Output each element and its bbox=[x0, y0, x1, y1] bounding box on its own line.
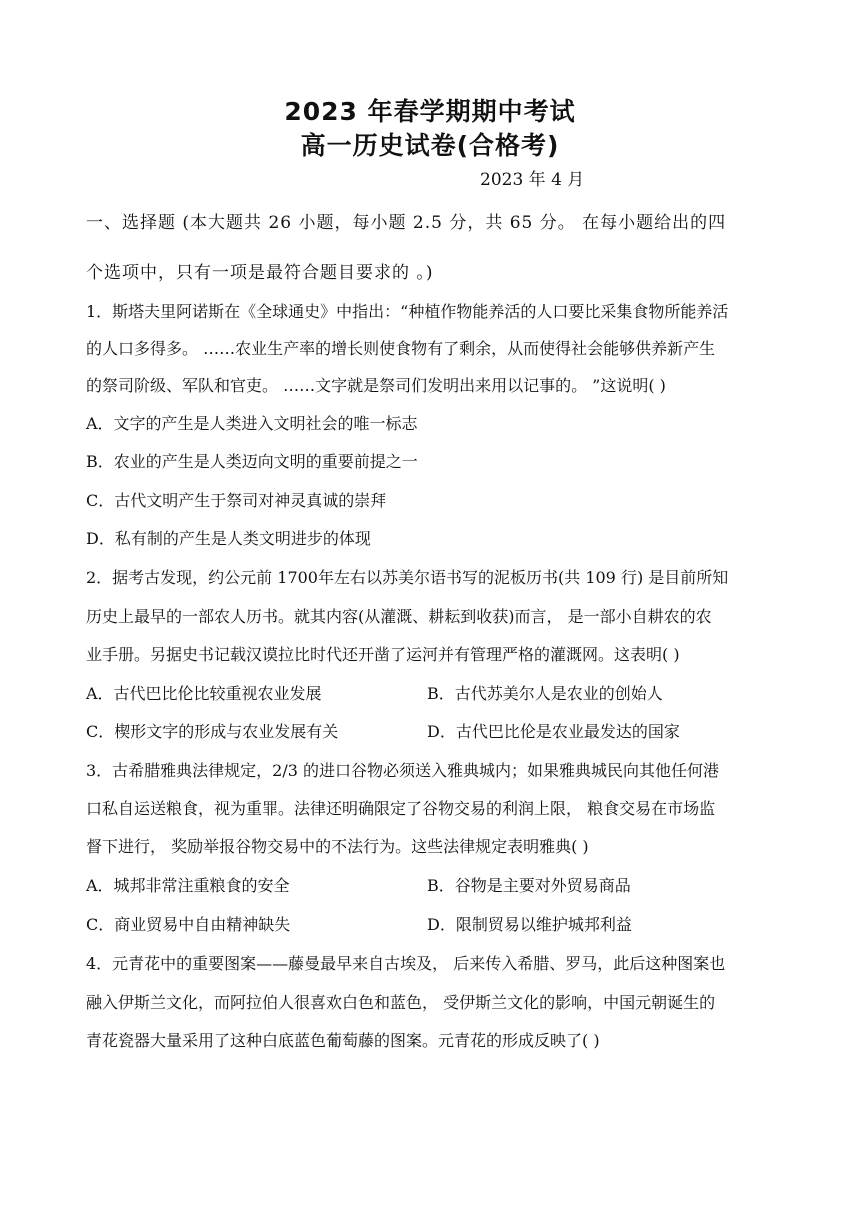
option-d: D．限制贸易以维护城邦利益 bbox=[427, 915, 632, 934]
question-stem-line: 口私自运送粮食，视为重罪。法律还明确限定了谷物交易的利润上限， 粮食交易在市场监 bbox=[86, 799, 716, 818]
exam-subtitle: 高一历史试卷(合格考) bbox=[300, 131, 560, 160]
question-stem-line: 历史上最早的一部农人历书。就其内容(从灌溉、耕耘到收获)而言， 是一部小自耕农的农 bbox=[86, 607, 712, 626]
question-stem-line: 4．元青花中的重要图案——藤曼最早来自古埃及， 后来传入希腊、罗马，此后这种图案也 bbox=[86, 954, 726, 973]
question-stem-line: 业手册。另据史书记载汉谟拉比时代还开凿了运河并有管理严格的灌溉网。这表明( ) bbox=[86, 645, 680, 664]
option-b: B．谷物是主要对外贸易商品 bbox=[427, 876, 631, 895]
option-d: D．古代巴比伦是农业最发达的国家 bbox=[427, 722, 680, 741]
option-c: C．古代文明产生于祭司对神灵真诚的崇拜 bbox=[86, 491, 387, 510]
section-instructions-line2: 个选项中，只有一项是最符合题目要求的 。) bbox=[86, 263, 434, 283]
question-stem-line: 融入伊斯兰文化，而阿拉伯人很喜欢白色和蓝色， 受伊斯兰文化的影响，中国元朝诞生的 bbox=[86, 993, 716, 1012]
option-c: C．商业贸易中自由精神缺失 bbox=[86, 915, 291, 934]
exam-title: 2023 年春学期期中考试 bbox=[284, 97, 576, 126]
option-a: A．城邦非常注重粮食的安全 bbox=[86, 876, 290, 895]
option-d: D．私有制的产生是人类文明进步的体现 bbox=[86, 529, 371, 548]
question-stem-line: 青花瓷器大量采用了这种白底蓝色葡萄藤的图案。元青花的形成反映了( ) bbox=[86, 1031, 600, 1050]
option-a: A．古代巴比伦比较重视农业发展 bbox=[86, 684, 322, 703]
option-b: B．古代苏美尔人是农业的创始人 bbox=[427, 684, 663, 703]
question-stem-line: 2．据考古发现，约公元前 1700年左右以苏美尔语书写的泥板历书(共 109 行) 是目前所知 bbox=[86, 568, 729, 587]
question-stem-line: 督下进行， 奖励举报谷物交易中的不法行为。这些法律规定表明雅典( ) bbox=[86, 837, 589, 856]
exam-date: 2023 年 4 月 bbox=[480, 170, 585, 190]
section-instructions-line1: 一、选择题 (本大题共 26 小题，每小题 2.5 分，共 65 分。 在每小题给出的四 bbox=[86, 213, 727, 233]
question-stem-line: 的人口多得多。 ……农业生产率的增长则使食物有了剩余，从而使得社会能够供养新产生 bbox=[86, 339, 716, 358]
option-b: B．农业的产生是人类迈向文明的重要前提之一 bbox=[86, 452, 418, 471]
option-a: A．文字的产生是人类进入文明社会的唯一标志 bbox=[86, 414, 418, 433]
question-stem-line: 1．斯塔夫里阿诺斯在《全球通史》中指出：“种植作物能养活的人口要比采集食物所能养活 bbox=[86, 302, 729, 321]
option-c: C．楔形文字的形成与农业发展有关 bbox=[86, 722, 339, 741]
question-stem-line: 的祭司阶级、军队和官吏。 ……文字就是祭司们发明出来用以记事的。 ”这说明( ) bbox=[86, 376, 666, 395]
question-stem-line: 3．古希腊雅典法律规定，2/3 的进口谷物必须送入雅典城内；如果雅典城民向其他任何港 bbox=[86, 761, 720, 780]
